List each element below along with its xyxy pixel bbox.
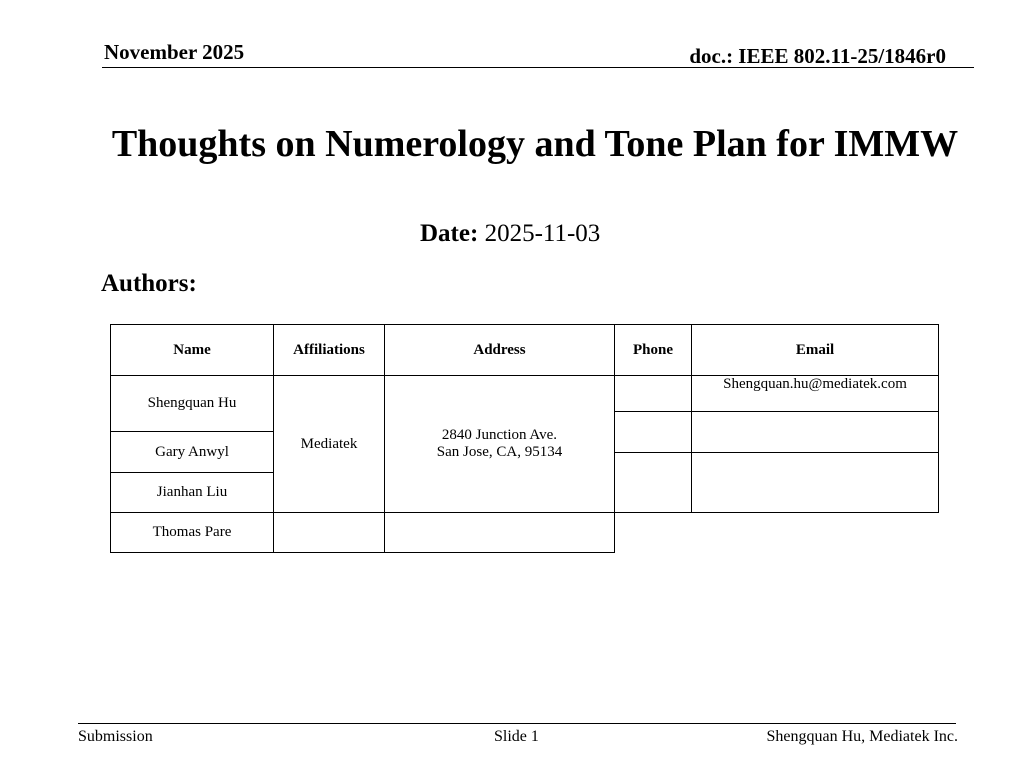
header-address: Address <box>385 325 615 376</box>
date-value: 2025-11-03 <box>484 220 601 247</box>
author-name-cell: Thomas Pare <box>111 513 274 553</box>
email-cell <box>692 453 939 513</box>
header-name: Name <box>111 325 274 376</box>
address-cell <box>385 376 615 513</box>
address-line1: 2840 Junction Ave. <box>441 427 558 443</box>
table-row <box>111 376 939 412</box>
phone-cell <box>615 453 692 513</box>
header-email: Email <box>692 325 939 376</box>
footer-rule <box>78 723 956 724</box>
email-cell: Shengquan.hu@mediatek.com <box>692 376 939 412</box>
date-line <box>420 220 600 248</box>
authors-table <box>110 324 939 553</box>
header-date: November 2025 <box>104 40 245 64</box>
date-label: Date: <box>420 220 479 247</box>
phone-cell <box>615 412 692 453</box>
footer-submission: Submission <box>78 728 153 745</box>
phone-cell <box>615 376 692 412</box>
footer-slide-number: Slide 1 <box>494 728 539 745</box>
email-cell <box>385 513 615 553</box>
address-line2: San Jose, CA, 95134 <box>436 444 563 460</box>
author-name-cell: Shengquan Hu <box>111 376 274 432</box>
header-phone: Phone <box>615 325 692 376</box>
authors-heading: Authors: <box>101 270 197 297</box>
affiliation-cell: Mediatek <box>274 376 385 513</box>
slide-title: Thoughts on Numerology and Tone Plan for IMMW <box>111 123 959 165</box>
footer-author: Shengquan Hu, Mediatek Inc. <box>766 728 958 745</box>
header-affiliations: Affiliations <box>274 325 385 376</box>
email-cell <box>692 412 939 453</box>
author-name-cell: Jianhan Liu <box>111 473 274 513</box>
table-row <box>111 513 939 553</box>
phone-cell <box>274 513 385 553</box>
header-doc-id: doc.: IEEE 802.11-25/1846r0 <box>689 44 946 68</box>
table-header-row <box>111 325 939 376</box>
author-name-cell: Gary Anwyl <box>111 432 274 473</box>
header-rule <box>102 67 974 68</box>
